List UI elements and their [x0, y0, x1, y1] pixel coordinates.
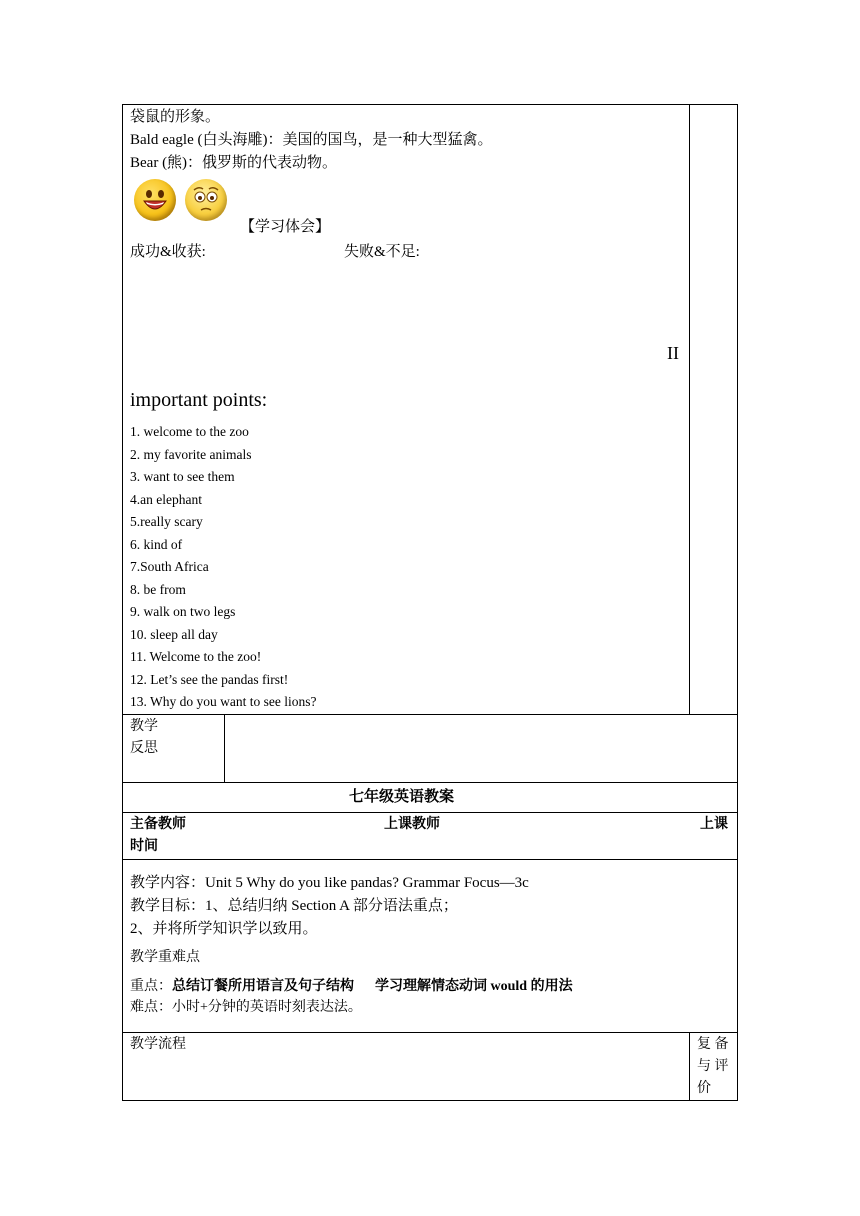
class-time-label-part2: 时间: [130, 839, 158, 854]
text-line-bald-eagle: Bald eagle (白头海雕)：美国的国鸟，是一种大型猛禽。: [130, 132, 493, 148]
important-points-list: [130, 423, 316, 716]
success-label: 成功&收获:: [130, 244, 206, 260]
teaching-content: 教学内容：Unit 5 Why do you like pandas? Grammar Focus—3c: [130, 875, 529, 891]
list-item: 4.an elephant: [130, 491, 202, 507]
key-difficult-heading: 教学重难点: [130, 950, 200, 965]
key-points-content: 总结订餐所用语言及句子结构 学习理解情态动词 would 的用法: [172, 979, 573, 994]
top-table-divider: [689, 104, 690, 715]
laughing-face-icon: [134, 179, 176, 221]
review-label-line2: 与 评: [697, 1059, 729, 1074]
row-divider: [122, 1032, 738, 1033]
key-points-prefix: 重点：: [130, 979, 172, 994]
list-item: 9. walk on two legs: [130, 604, 236, 619]
key-points: [130, 977, 573, 997]
list-item: 1. welcome to the zoo: [130, 424, 249, 439]
list-item: 11. Welcome to the zoo!: [130, 649, 262, 664]
failure-label: 失败&不足:: [344, 244, 420, 260]
process-divider: [689, 1032, 690, 1101]
text-line-bear: Bear (熊)：俄罗斯的代表动物。: [130, 155, 338, 171]
roman-numeral: II: [667, 343, 679, 363]
important-points-title: important points:: [130, 389, 268, 411]
list-item: 7.South Africa: [130, 559, 209, 574]
reflection-row: [122, 714, 738, 783]
lesson-plan-title: 七年级英语教案: [349, 789, 455, 805]
reflection-label-line2: 反思: [130, 741, 158, 756]
text-line-kangaroo: 袋鼠的形象。: [130, 109, 221, 125]
worried-face-icon: [185, 179, 227, 221]
list-item: 10. sleep all day: [130, 626, 218, 642]
difficult-points: 难点：小时+分钟的英语时刻表达法。: [130, 1000, 362, 1015]
list-item: 13. Why do you want to see lions?: [130, 694, 317, 709]
reflection-divider: [224, 714, 225, 783]
teaching-objective: 教学目标：1、总结归纳 Section A 部分语法重点；: [130, 898, 458, 914]
row-divider: [122, 859, 738, 860]
review-label-line3: 价: [697, 1081, 711, 1096]
reflection-label-line1: 教学: [130, 719, 158, 734]
row-divider: [122, 812, 738, 813]
list-item: 12. Let’s see the pandas first!: [130, 671, 289, 687]
list-item: 3. want to see them: [130, 469, 235, 484]
review-label-line1: 复 备: [697, 1037, 729, 1052]
reflection-heading: 【学习体会】: [240, 219, 331, 235]
class-teacher-label: 上课教师: [384, 817, 440, 832]
list-item: 2. my favorite animals: [130, 446, 252, 462]
teaching-objective-2: 2、并将所学知识学以致用。: [130, 921, 318, 937]
class-time-label-part1: 上课: [700, 817, 728, 832]
list-item: 8. be from: [130, 581, 186, 597]
list-item: 5.really scary: [130, 514, 203, 529]
lead-teacher-label: 主备教师: [130, 817, 186, 832]
list-item: 6. kind of: [130, 536, 183, 552]
process-label: 教学流程: [130, 1037, 186, 1052]
